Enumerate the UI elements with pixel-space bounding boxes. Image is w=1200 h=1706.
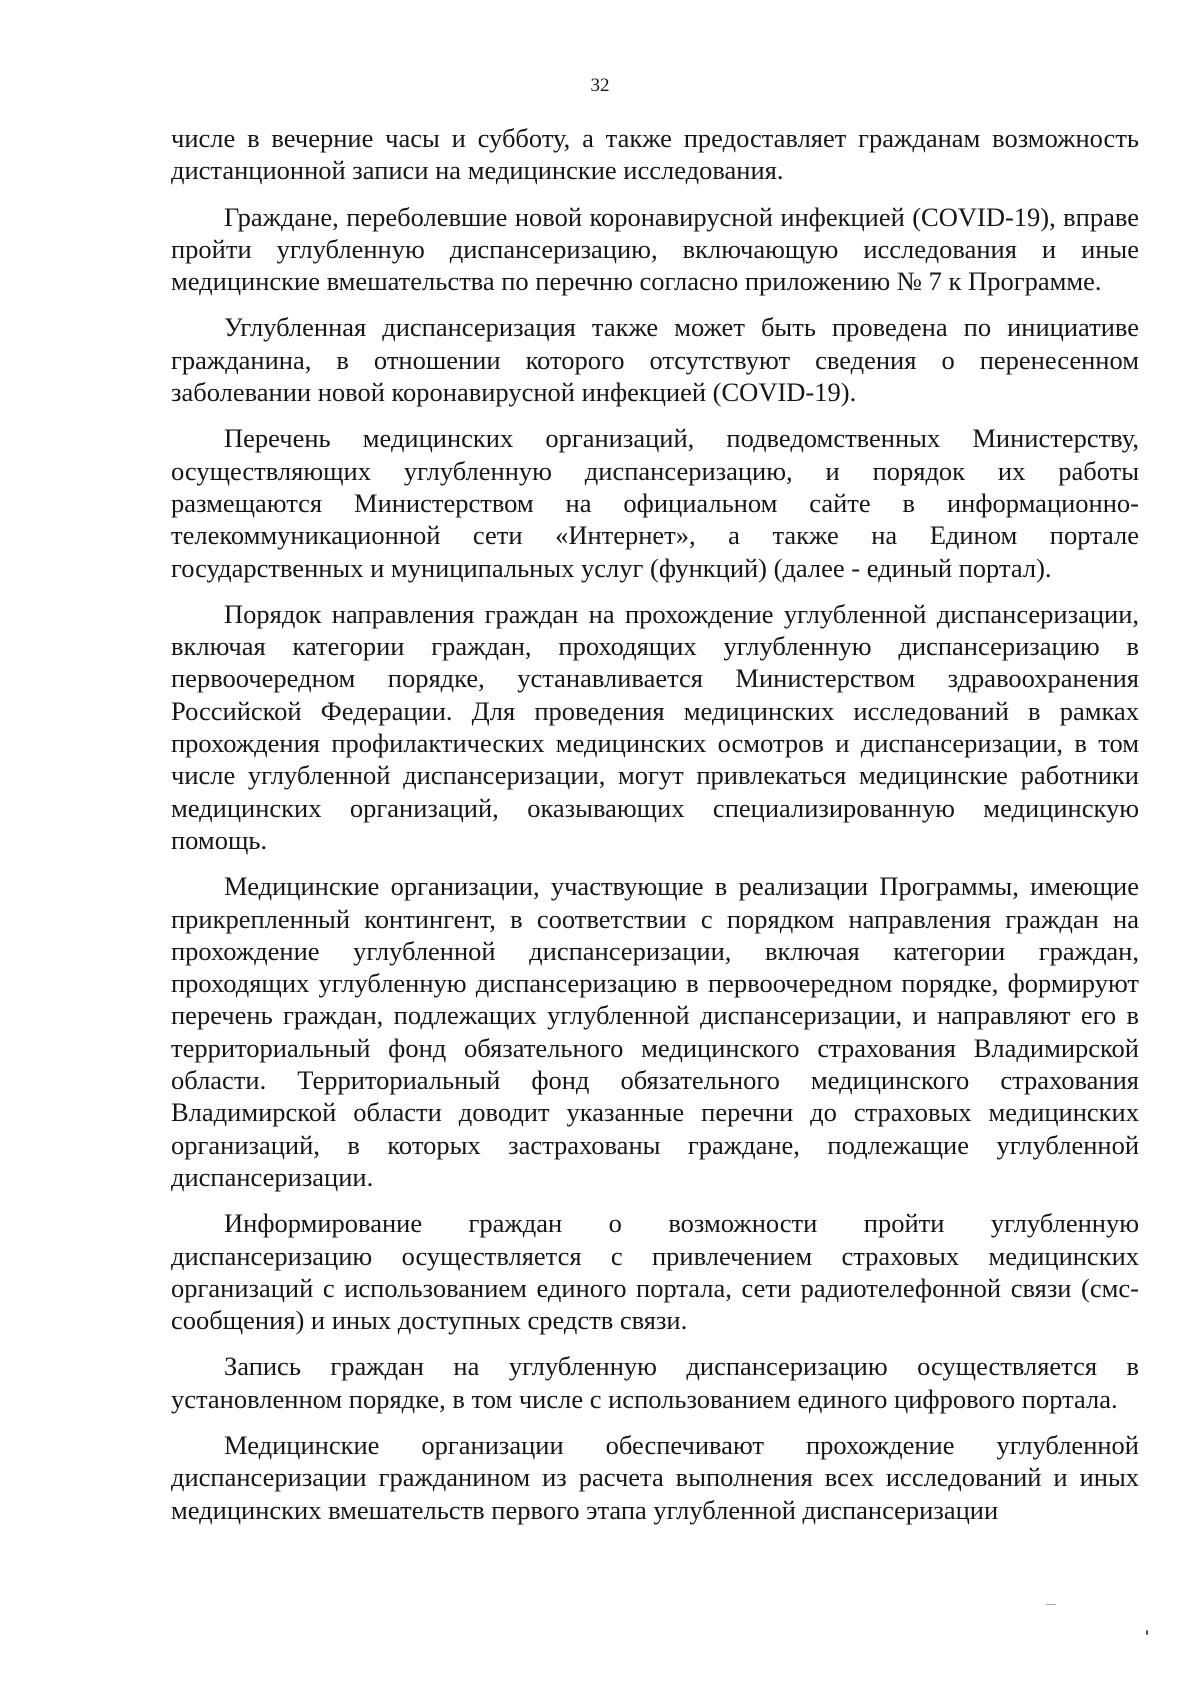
- document-body: [171, 122, 1139, 1540]
- paragraph-continued: числе в вечерние часы и субботу, а также предоставляет гражданам возможность дистанционной записи на медицинские исследования.: [171, 123, 1139, 186]
- paragraph-organizations-list: Перечень медицинских организаций, подведомственных Министерству, осуществляющих углубленную диспансеризацию, и порядок их работы размещаются Министерством на официальном сайте в информационно-телекоммуникационной сети «Интернет», а также на Едином портале государственных и муниципальных услуг (функций) (далее - единый портал).: [171, 423, 1139, 583]
- scan-artifact: [1146, 1630, 1148, 1635]
- paragraph-medical-organizations: Медицинские организации, участвующие в реализации Программы, имеющие прикрепленный контингент, в соответствии с порядком направления граждан на прохождение углубленной диспансеризации, включая категории граждан, проходящих углубленную диспансеризацию в первоочередном порядке, формируют перечень граждан, подлежащих углубленной диспансеризации, и направляют его в территориальный фонд обязательного медицинского страхования Владимирской области. Территориальный фонд обязательного медицинского страхования Владимирской области доводит указанные перечни до страховых медицинских организаций, в которых застрахованы граждане, подлежащие углубленной диспансеризации.: [171, 871, 1139, 1192]
- paragraph-registration: Запись граждан на углубленную диспансеризацию осуществляется в установленном порядке, в том числе с использованием единого цифрового портала.: [171, 1351, 1139, 1414]
- paragraph-first-stage: Медицинские организации обеспечивают прохождение углубленной диспансеризации гражданином из расчета выполнения всех исследований и иных медицинских вмешательств первого этапа углубленной диспансеризации: [171, 1429, 1139, 1525]
- paragraph-referral-procedure: Порядок направления граждан на прохождение углубленной диспансеризации, включая категории граждан, проходящих углубленную диспансеризацию в первоочередном порядке, устанавливается Министерством здравоохранения Российской Федерации. Для проведения медицинских исследований в рамках прохождения профилактических медицинских осмотров и диспансеризации, в том числе углубленной диспансеризации, могут привлекаться медицинские работники медицинских организаций, оказывающих специализированную медицинскую помощь.: [171, 598, 1139, 855]
- paragraph-informing: Информирование граждан о возможности пройти углубленную диспансеризацию осуществляется с привлечением страховых медицинских организаций с использованием единого портала, сети радиотелефонной связи (смс-сообщения) и иных доступных средств связи.: [171, 1208, 1139, 1336]
- scan-artifact: [1046, 1604, 1056, 1605]
- paragraph-citizen-initiative: Углубленная диспансеризация также может быть проведена по инициативе гражданина, в отношении которого отсутствуют сведения о перенесенном заболевании новой коронавирусной инфекцией (COVID-19).: [171, 312, 1139, 408]
- page-number: 32: [590, 75, 610, 96]
- paragraph-covid-eligibility: Граждане, переболевшие новой коронавирусной инфекцией (COVID-19), вправе пройти углубленную диспансеризацию, включающую исследования и иные медицинские вмешательства по перечню согласно приложению № 7 к Программе.: [171, 201, 1139, 297]
